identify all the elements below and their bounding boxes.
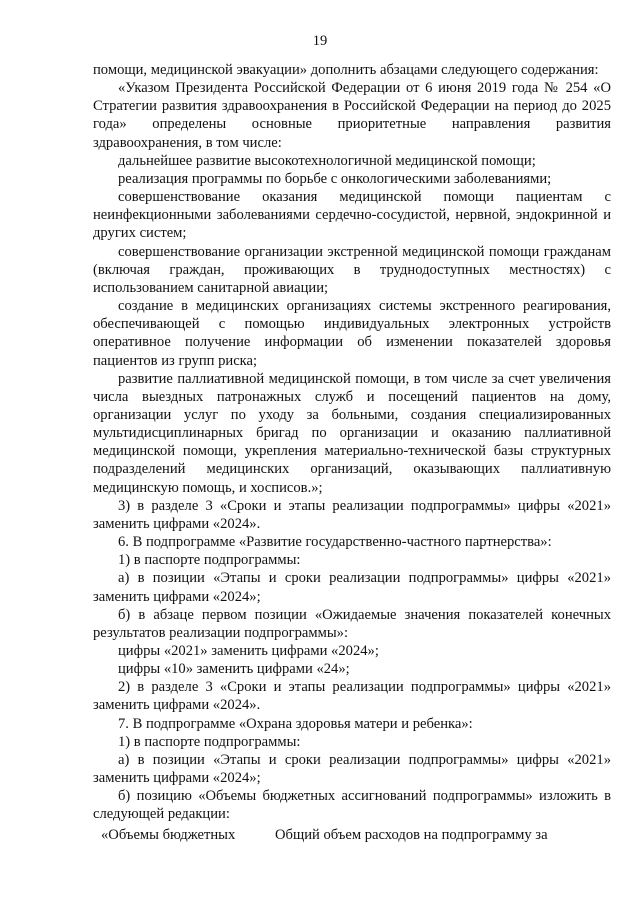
paragraph: 2) в разделе 3 «Сроки и этапы реализации подпрограммы» цифры «2021» заменить цифрами «2024». (93, 679, 611, 714)
paragraph: а) в позиции «Этапы и сроки реализации подпрограммы» цифры «2021» заменить цифрами «2024»; (93, 751, 611, 787)
page-number: 19 (312, 33, 328, 49)
table-row (93, 826, 611, 846)
paragraph: б) в абзаце первом позиции «Ожидаемые значения показателей конечных результатов реализации подпрограммы»: (93, 606, 611, 641)
paragraph: 1) в паспорте подпрограммы: (118, 733, 301, 750)
paragraph: а) в позиции «Этапы и сроки реализации подпрограммы» цифры «2021» заменить цифрами «2024»; (93, 570, 611, 605)
paragraph: «Указом Президента Российской Федерации от 6 июня 2019 года № 254 «О Стратегии развития здравоохранения в Российской Федерации на период до 2025 года» определены основные приоритетные направления развития здравоохранения, в том числе: (93, 80, 611, 151)
paragraph: 1) в паспорте подпрограммы: (118, 552, 301, 569)
paragraph: цифры «10» заменить цифрами «24»; (118, 661, 350, 678)
document-body (93, 61, 611, 846)
paragraph: развитие паллиативной медицинской помощи, в том числе за счет увеличения числа выездных патронажных служб и посещений пациентов на дому, организации услуг по уходу за больными, создания специализированных мультидисциплинарных бригад по организации и оказанию паллиативной медицинской помощи, укрепления материально-технической базы структурных подразделений медицинских организаций, оказывающих паллиативную медицинскую помощь, и хосписов.»; (93, 370, 611, 496)
paragraph: 6. В подпрограмме «Развитие государственно-частного партнерства»: (118, 534, 552, 551)
paragraph: 7. В подпрограмме «Охрана здоровья матери и ребенка»: (118, 715, 473, 732)
paragraph: дальнейшее развитие высокотехнологичной медицинской помощи; (118, 152, 536, 169)
table-cell-value: Общий объем расходов на подпрограмму за (275, 826, 548, 843)
paragraph: создание в медицинских организациях системы экстренного реагирования, обеспечивающей с помощью индивидуальных электронных устройств оперативное получение информации об изменении показателей здоровья пациентов из групп риска; (93, 298, 611, 369)
paragraph: цифры «2021» заменить цифрами «2024»; (118, 643, 379, 659)
paragraph: совершенствование организации экстренной медицинской помощи гражданам (включая граждан, проживающих в труднодоступных местностях) с использованием санитарной авиации; (93, 243, 611, 296)
table-cell-label: «Объемы бюджетных (101, 826, 236, 843)
paragraph: реализация программы по борьбе с онкологическими заболеваниями; (118, 170, 552, 187)
paragraph: 3) в разделе 3 «Сроки и этапы реализации подпрограммы» цифры «2021» заменить цифрами «2024». (93, 497, 611, 532)
paragraph: б) позицию «Объемы бюджетных ассигнований подпрограммы» изложить в следующей редакции: (93, 788, 611, 823)
paragraph: совершенствование оказания медицинской помощи пациентам с неинфекционными заболеваниями сердечно-сосудистой, нервной, эндокринной и других систем; (93, 189, 611, 242)
paragraph: помощи, медицинской эвакуации» дополнить абзацами следующего содержания: (93, 62, 599, 78)
